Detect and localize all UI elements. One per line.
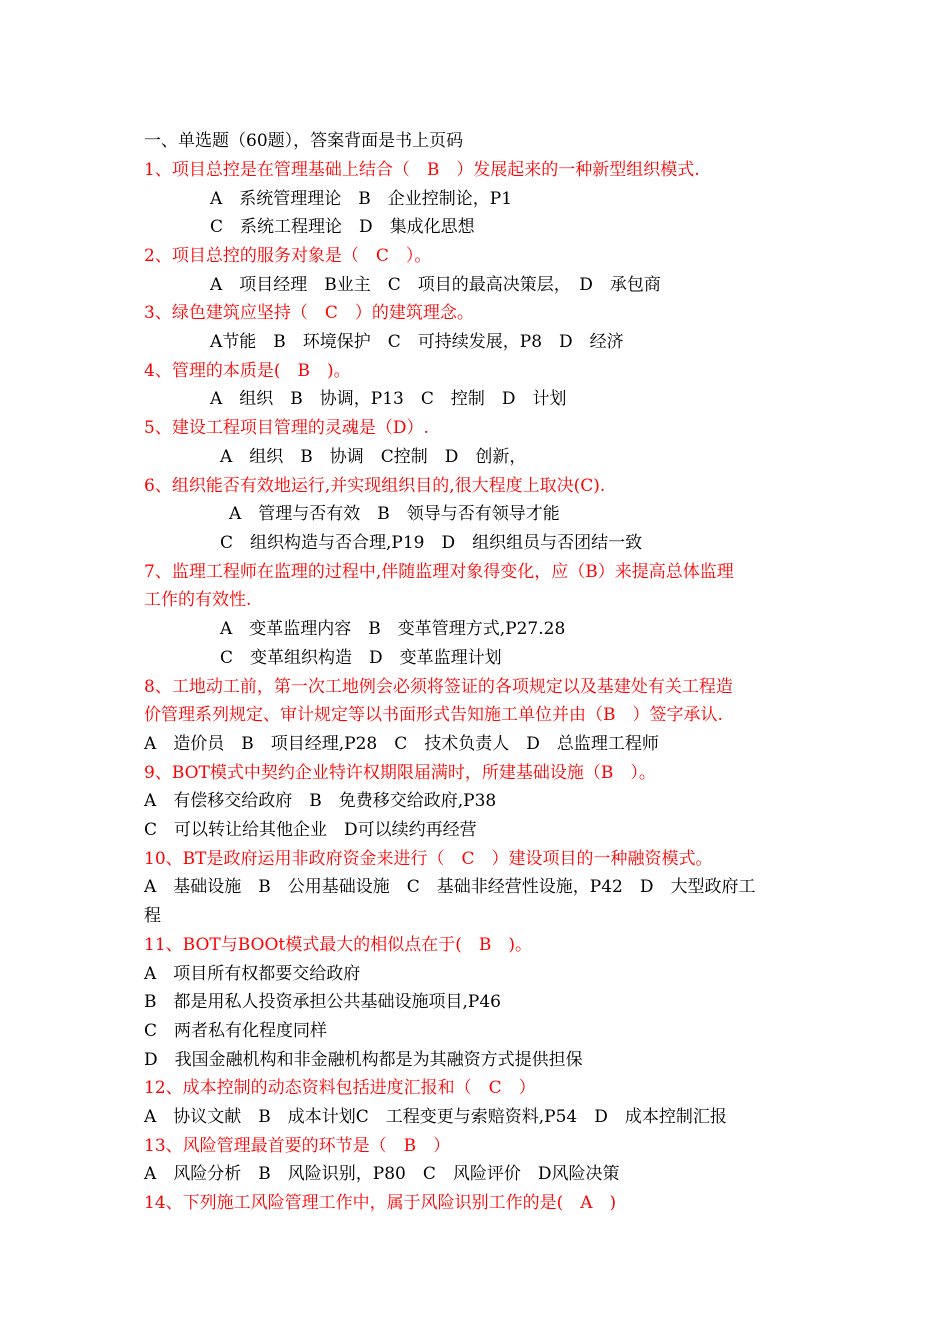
section-header: 一、单选题（60题），答案背面是书上页码 (144, 131, 464, 151)
options-11d: D 我国金融机构和非金融机构都是为其融资方式提供担保 (144, 1050, 583, 1070)
options-7a: A 变革监理内容 B 变革管理方式,P27.28 (220, 619, 566, 639)
options-1b: C 系统工程理论 D 集成化思想 (210, 217, 475, 237)
question-10: 10、BT是政府运用非政府资金来进行（ C ）建设项目的一种融资模式。 (144, 849, 713, 869)
options-11b: B 都是用私人投资承担公共基础设施项目,P46 (144, 992, 501, 1012)
options-3: A节能 B 环境保护 C 可持续发展，P8 D 经济 (210, 332, 624, 352)
options-9a: A 有偿移交给政府 B 免费移交给政府,P38 (144, 791, 497, 811)
options-2: A 项目经理 B业主 C 项目的最高决策层， D 承包商 (210, 275, 661, 295)
options-1a: A 系统管理理论 B 企业控制论，P1 (210, 189, 513, 209)
options-12: A 协议文献 B 成本计划C 工程变更与索赔资料,P54 D 成本控制汇报 (144, 1107, 727, 1127)
question-13: 13、风险管理最首要的环节是（ B ） (144, 1136, 451, 1156)
question-4: 4、管理的本质是( B )。 (144, 361, 351, 381)
options-5: A 组织 B 协调 C控制 D 创新， (220, 447, 527, 467)
question-5: 5、建设工程项目管理的灵魂是（D）. (144, 418, 429, 438)
question-8-line-1: 8、工地动工前，第一次工地例会必须将签证的各项规定以及基建处有关工程造 (144, 677, 733, 697)
question-3: 3、绿色建筑应坚持（ C ）的建筑理念。 (144, 303, 474, 323)
question-2: 2、项目总控的服务对象是（ C ）。 (144, 246, 432, 266)
question-9: 9、BOT模式中契约企业特许权期限届满时，所建基础设施（B ）。 (144, 763, 656, 783)
options-8: A 造价员 B 项目经理,P28 C 技术负责人 D 总监理工程师 (144, 734, 659, 754)
question-11: 11、BOT与BOOt模式最大的相似点在于( B )。 (144, 935, 532, 955)
options-11c: C 两者私有化程度同样 (144, 1021, 328, 1041)
options-10-line-1: A 基础设施 B 公用基础设施 C 基础非经营性设施，P42 D 大型政府工 (144, 877, 756, 897)
options-7b: C 变革组织构造 D 变革监理计划 (220, 648, 502, 668)
options-6b: C 组织构造与否合理,P19 D 组织组员与否团结一致 (220, 533, 643, 553)
question-7-line-2: 工作的有效性. (144, 590, 252, 610)
options-11a: A 项目所有权都要交给政府 (144, 964, 361, 984)
question-1: 1、项目总控是在管理基础上结合（ B ）发展起来的一种新型组织模式. (144, 160, 700, 180)
question-6: 6、组织能否有效地运行,并实现组织目的,很大程度上取决(C). (144, 476, 606, 496)
options-4: A 组织 B 协调，P13 C 控制 D 计划 (210, 389, 567, 409)
question-12: 12、成本控制的动态资料包括进度汇报和（ C ） (144, 1078, 536, 1098)
options-13: A 风险分析 B 风险识别，P80 C 风险评价 D风险决策 (144, 1164, 620, 1184)
question-7-line-1: 7、监理工程师在监理的过程中,伴随监理对象得变化，应（B）来提高总体监理 (144, 562, 734, 582)
options-10-line-2: 程 (144, 906, 161, 926)
options-6a: A 管理与否有效 B 领导与否有领导才能 (229, 504, 560, 524)
question-14: 14、下列施工风险管理工作中，属于风险识别工作的是( A ) (144, 1193, 617, 1213)
question-8-line-2: 价管理系列规定、审计规定等以书面形式告知施工单位并由（B ）签字承认. (144, 705, 723, 725)
options-9b: C 可以转让给其他企业 D可以续约再经营 (144, 820, 477, 840)
